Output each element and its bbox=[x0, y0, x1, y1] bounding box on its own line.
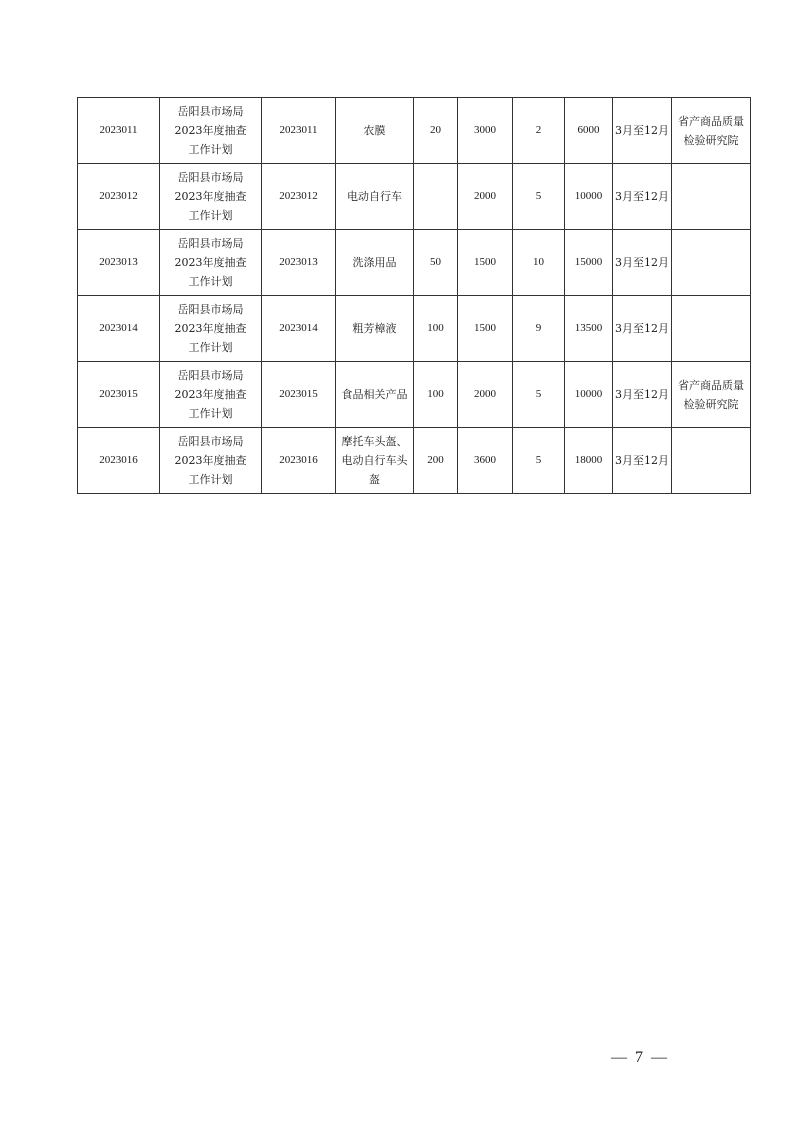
period-cell: 3月至12月 bbox=[613, 296, 672, 362]
plan-source-cell-line: 岳阳县市场局 bbox=[177, 237, 244, 250]
table-body bbox=[78, 98, 751, 494]
batch-code-cell: 2023012 bbox=[78, 164, 160, 230]
sampling-plan-table bbox=[77, 97, 751, 494]
plan-source-cell-line: 2023年度抽查 bbox=[174, 322, 247, 335]
quantity-a-cell: 100 bbox=[414, 362, 458, 428]
product-cell bbox=[336, 164, 414, 230]
period-cell: 3月至12月 bbox=[613, 428, 672, 494]
agency-cell bbox=[672, 164, 751, 230]
page-number: — 7 — bbox=[611, 1049, 669, 1066]
agency-cell bbox=[672, 428, 751, 494]
plan-source-cell bbox=[160, 230, 262, 296]
table-row bbox=[78, 428, 751, 494]
product-cell bbox=[336, 296, 414, 362]
table-row bbox=[78, 296, 751, 362]
product-cell bbox=[336, 98, 414, 164]
quantity-c-cell: 9 bbox=[513, 296, 565, 362]
agency-cell bbox=[672, 296, 751, 362]
quantity-d-cell: 10000 bbox=[565, 362, 613, 428]
product-cell bbox=[336, 362, 414, 428]
quantity-d-cell: 10000 bbox=[565, 164, 613, 230]
quantity-c-cell: 5 bbox=[513, 164, 565, 230]
plan-source-cell-line: 岳阳县市场局 bbox=[177, 369, 244, 382]
quantity-c-cell: 2 bbox=[513, 98, 565, 164]
quantity-b-cell: 1500 bbox=[458, 230, 513, 296]
batch-code-cell: 2023014 bbox=[78, 296, 160, 362]
batch-code-cell: 2023013 bbox=[78, 230, 160, 296]
period-cell: 3月至12月 bbox=[613, 164, 672, 230]
plan-source-cell bbox=[160, 296, 262, 362]
quantity-a-cell bbox=[414, 164, 458, 230]
quantity-c-cell: 5 bbox=[513, 362, 565, 428]
period-cell: 3月至12月 bbox=[613, 98, 672, 164]
agency-cell-line: 省产商品质量 bbox=[678, 114, 744, 128]
plan-source-cell-line: 工作计划 bbox=[188, 275, 233, 288]
plan-source-cell-line: 工作计划 bbox=[188, 407, 233, 420]
plan-source-cell-line: 岳阳县市场局 bbox=[177, 303, 244, 316]
table-row bbox=[78, 164, 751, 230]
period-cell: 3月至12月 bbox=[613, 230, 672, 296]
plan-source-cell-line: 2023年度抽查 bbox=[174, 124, 247, 137]
quantity-a-cell: 20 bbox=[414, 98, 458, 164]
product-cell-line: 电动自行车 bbox=[347, 190, 402, 203]
product-cell-line: 电动自行车头 bbox=[341, 454, 408, 467]
product-cell bbox=[336, 428, 414, 494]
quantity-c-cell: 5 bbox=[513, 428, 565, 494]
table-row bbox=[78, 98, 751, 164]
quantity-a-cell: 100 bbox=[414, 296, 458, 362]
quantity-a-cell: 50 bbox=[414, 230, 458, 296]
plan-source-cell-line: 岳阳县市场局 bbox=[177, 435, 244, 448]
plan-source-cell bbox=[160, 98, 262, 164]
quantity-c-cell: 10 bbox=[513, 230, 565, 296]
plan-source-cell-line: 工作计划 bbox=[188, 143, 233, 156]
plan-source-cell-line: 工作计划 bbox=[188, 341, 233, 354]
plan-source-cell-line: 2023年度抽查 bbox=[174, 256, 247, 269]
task-code-cell: 2023011 bbox=[262, 98, 336, 164]
batch-code-cell: 2023016 bbox=[78, 428, 160, 494]
task-code-cell: 2023015 bbox=[262, 362, 336, 428]
task-code-cell: 2023012 bbox=[262, 164, 336, 230]
quantity-d-cell: 15000 bbox=[565, 230, 613, 296]
quantity-a-cell: 200 bbox=[414, 428, 458, 494]
agency-cell-line: 检验研究院 bbox=[683, 133, 739, 147]
batch-code-cell: 2023011 bbox=[78, 98, 160, 164]
product-cell-line: 农膜 bbox=[363, 124, 386, 137]
plan-source-cell-line: 2023年度抽查 bbox=[174, 454, 247, 467]
agency-cell-line: 检验研究院 bbox=[683, 397, 739, 411]
product-cell-line: 洗涤用品 bbox=[352, 256, 397, 269]
plan-source-cell bbox=[160, 428, 262, 494]
agency-cell bbox=[672, 362, 751, 428]
task-code-cell: 2023013 bbox=[262, 230, 336, 296]
quantity-d-cell: 6000 bbox=[565, 98, 613, 164]
plan-source-cell-line: 2023年度抽查 bbox=[174, 190, 247, 203]
product-cell-line: 盔 bbox=[369, 473, 380, 486]
product-cell bbox=[336, 230, 414, 296]
product-cell-line: 粗芳樟液 bbox=[352, 322, 397, 335]
batch-code-cell: 2023015 bbox=[78, 362, 160, 428]
quantity-d-cell: 18000 bbox=[565, 428, 613, 494]
period-cell: 3月至12月 bbox=[613, 362, 672, 428]
product-cell-line: 食品相关产品 bbox=[341, 388, 408, 401]
quantity-b-cell: 2000 bbox=[458, 362, 513, 428]
quantity-b-cell: 3000 bbox=[458, 98, 513, 164]
plan-source-cell-line: 工作计划 bbox=[188, 209, 233, 222]
plan-source-cell bbox=[160, 362, 262, 428]
plan-source-cell-line: 2023年度抽查 bbox=[174, 388, 247, 401]
plan-source-cell-line: 岳阳县市场局 bbox=[177, 105, 244, 118]
plan-source-cell-line: 工作计划 bbox=[188, 473, 233, 486]
quantity-b-cell: 2000 bbox=[458, 164, 513, 230]
quantity-b-cell: 1500 bbox=[458, 296, 513, 362]
quantity-d-cell: 13500 bbox=[565, 296, 613, 362]
task-code-cell: 2023016 bbox=[262, 428, 336, 494]
agency-cell-line: 省产商品质量 bbox=[678, 378, 744, 392]
task-code-cell: 2023014 bbox=[262, 296, 336, 362]
product-cell-line: 摩托车头盔、 bbox=[341, 435, 408, 448]
agency-cell bbox=[672, 230, 751, 296]
quantity-b-cell: 3600 bbox=[458, 428, 513, 494]
plan-source-cell-line: 岳阳县市场局 bbox=[177, 171, 244, 184]
plan-source-cell bbox=[160, 164, 262, 230]
table-row bbox=[78, 230, 751, 296]
table-row bbox=[78, 362, 751, 428]
agency-cell bbox=[672, 98, 751, 164]
